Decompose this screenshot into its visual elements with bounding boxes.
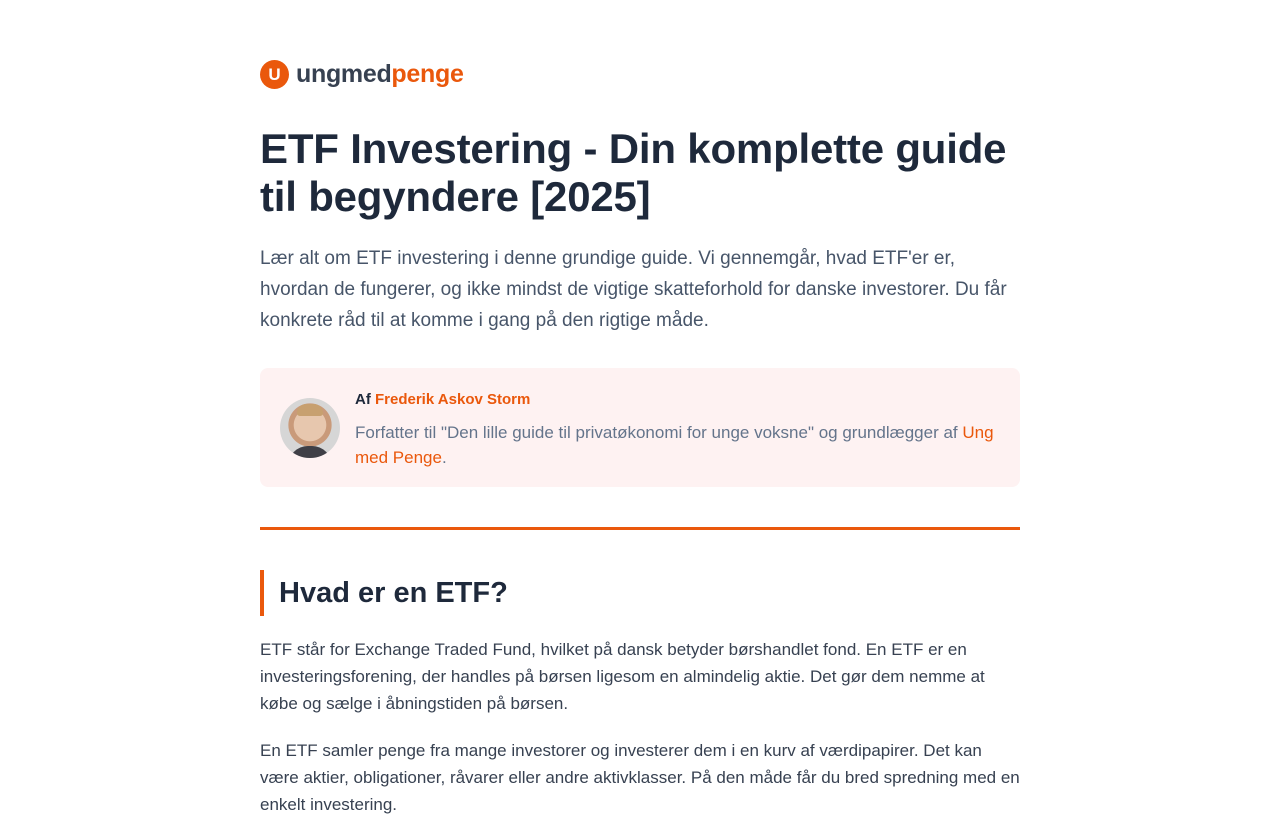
brand-link[interactable]: Ung med Penge	[355, 423, 994, 467]
author-description-suffix: .	[441, 448, 447, 467]
author-description-text: Forfatter til "Den lille guide til privatøkonomi for unge voksne" og grundlægger af	[355, 423, 958, 442]
author-description	[355, 420, 1000, 470]
logo-mark-icon: U	[260, 60, 289, 89]
article-lead: Lær alt om ETF investering i denne grundige guide. Vi gennemgår, hvad ETF'er er, hvordan de fungerer, og ikke mindst de vigtige skatteforhold for danske investorer. Du får konkrete råd til at komme i gang på den rigtige måde.	[260, 248, 1007, 331]
section-heading: Hvad er en ETF?	[260, 570, 1020, 616]
article-title: ETF Investering - Din komplette guide til begyndere [2025]	[260, 125, 1007, 220]
author-avatar	[280, 398, 340, 458]
author-info	[355, 388, 1000, 470]
logo-wordmark-part1: ungmed	[296, 60, 392, 88]
author-box	[260, 368, 1020, 487]
author-byline	[355, 390, 1000, 410]
logo-wordmark	[296, 60, 464, 89]
author-name-link[interactable]: Frederik Askov Storm	[375, 391, 531, 408]
page-container	[260, 0, 1020, 818]
section-paragraph-1: ETF står for Exchange Traded Fund, hvilket på dansk betyder børshandlet fond. En ETF er en investeringsforening, der handles på børsen ligesom en almindelig aktie. Det gør dem nemme at købe og sælge i åbningstiden på børsen.	[260, 640, 985, 713]
section-paragraph-2: En ETF samler penge fra mange investorer og investerer dem i en kurv af værdipapirer. Det kan være aktier, obligationer, råvarer eller andre aktivklasser. På den måde får du bred spredning med en enkelt investering.	[260, 741, 1020, 814]
site-logo[interactable]	[260, 60, 1020, 89]
section-divider	[260, 527, 1020, 530]
author-prefix: Af	[355, 391, 371, 408]
logo-wordmark-part2: penge	[391, 60, 464, 88]
